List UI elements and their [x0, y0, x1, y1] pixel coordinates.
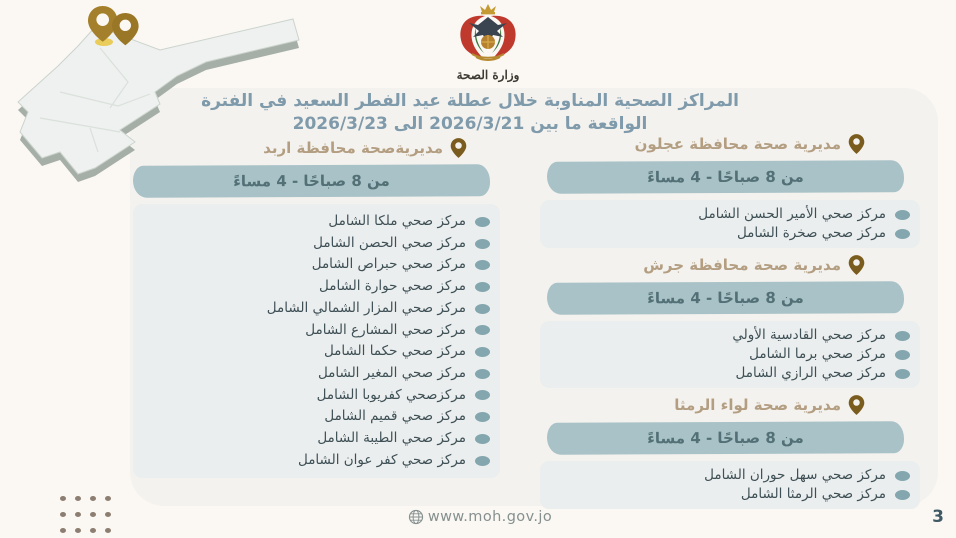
- title-line-1: المراكز الصحية المناوبة خلال عطلة عيد الفطر السعيد في الفترة: [201, 91, 739, 111]
- bullet-icon: [895, 350, 910, 360]
- bullet-icon: [895, 331, 910, 341]
- bullet-icon: [475, 369, 490, 379]
- health-center-name: مركز صحي قميم الشامل: [324, 408, 466, 425]
- bullet-icon: [475, 260, 490, 270]
- title-line-2: الواقعة ما بين 2026/3/21 الى 2026/3/23: [292, 114, 648, 134]
- poster-title: [140, 90, 800, 136]
- section-header-ajloun: [540, 134, 865, 154]
- bullet-icon: [475, 217, 490, 227]
- section-title: مديرية صحة لواء الرمثا: [674, 396, 841, 414]
- globe-icon: [408, 509, 424, 525]
- health-center-name: مركز صحي حوارة الشامل: [319, 278, 466, 295]
- health-center-item: [550, 205, 910, 224]
- health-center-item: [143, 363, 490, 385]
- section-header-irbid: [133, 138, 467, 158]
- health-center-item: [143, 276, 490, 298]
- health-center-name: مركز صحي الطيبة الشامل: [317, 430, 466, 447]
- bullet-icon: [475, 282, 490, 292]
- location-pin-icon: [450, 137, 467, 159]
- health-center-item: [143, 450, 490, 472]
- health-center-name: مركز صحي برما الشامل: [749, 346, 886, 362]
- bullet-icon: [895, 229, 910, 239]
- health-center-name: مركز صحي حبراص الشامل: [311, 256, 466, 273]
- bullet-icon: [475, 412, 490, 422]
- health-center-item: [143, 233, 490, 255]
- health-center-item: [550, 345, 910, 364]
- section-title: مديريةصحة محافظة اربد: [263, 139, 443, 157]
- centers-list-irbid: [133, 204, 500, 478]
- location-pin-icon: [848, 394, 865, 416]
- health-center-name: مركز صحي كفر عوان الشامل: [297, 451, 466, 468]
- health-center-item: [143, 298, 490, 320]
- hours-pill: من 8 صباحًا - 4 مساءً: [547, 281, 904, 315]
- bullet-icon: [475, 347, 490, 357]
- location-pin-icon: [848, 254, 865, 276]
- section-header-jerash: [540, 255, 865, 275]
- decorative-dots: [60, 496, 111, 533]
- bullet-icon: [475, 434, 490, 444]
- hours-pill: من 8 صباحًا - 4 مساءً: [547, 160, 904, 194]
- section-ajloun: [540, 134, 920, 248]
- left-column: [133, 138, 500, 485]
- health-center-item: [550, 326, 910, 345]
- health-center-item: [550, 364, 910, 383]
- website-link[interactable]: www.moh.gov.jo: [427, 509, 553, 525]
- health-center-name: مركز صحي المشارع الشامل: [305, 321, 466, 338]
- health-center-item: [143, 254, 490, 276]
- health-center-name: مركز صحي الرازي الشامل: [735, 365, 886, 381]
- health-center-name: مركز صحي القادسية الأولي: [732, 327, 886, 343]
- health-center-name: مركز صحي حكما الشامل: [323, 343, 466, 360]
- health-center-name: مركز صحي الرمثا الشامل: [740, 486, 886, 502]
- health-center-item: [550, 485, 910, 504]
- health-center-name: مركز صحي صخرة الشامل: [736, 225, 886, 241]
- location-pin-icon: [848, 133, 865, 155]
- health-center-item: [143, 211, 490, 233]
- bullet-icon: [475, 304, 490, 314]
- right-column: [540, 134, 920, 516]
- bullet-icon: [475, 239, 490, 249]
- bullet-icon: [475, 325, 490, 335]
- health-center-item: [550, 224, 910, 243]
- hours-pill: من 8 صباحًا - 4 مساءً: [133, 164, 490, 198]
- bullet-icon: [895, 490, 910, 500]
- ministry-name: وزارة الصحة: [456, 68, 520, 82]
- health-center-item: [143, 320, 490, 342]
- centers-list-jerash: [540, 321, 920, 388]
- section-title: مديرية صحة محافظة عجلون: [634, 135, 841, 153]
- section-title: مديرية صحة محافظة جرش: [643, 256, 841, 274]
- section-jerash: [540, 255, 920, 388]
- health-center-name: مركز صحي سهل حوران الشامل: [704, 467, 886, 483]
- health-center-name: مركز صحي الأمير الحسن الشامل: [698, 206, 886, 222]
- health-center-name: مركزصحي كفريوبا الشامل: [316, 386, 466, 403]
- section-ramtha: [540, 395, 920, 509]
- health-center-name: مركز صحي المزار الشمالي الشامل: [266, 299, 466, 316]
- ministry-logo: [428, 4, 548, 82]
- health-center-name: مركز صحي المغير الشامل: [317, 364, 466, 381]
- jordan-coat-of-arms-icon: [436, 4, 540, 62]
- health-center-name: مركز صحي ملكا الشامل: [328, 213, 466, 229]
- bullet-icon: [895, 210, 910, 220]
- health-center-item: [143, 406, 490, 428]
- centers-list-ramtha: [540, 461, 920, 509]
- page-number: 3: [932, 507, 944, 527]
- health-center-item: [143, 428, 490, 450]
- bullet-icon: [895, 369, 910, 379]
- bullet-icon: [475, 390, 490, 400]
- health-center-item: [143, 341, 490, 363]
- hours-pill: من 8 صباحًا - 4 مساءً: [547, 421, 904, 455]
- section-header-ramtha: [540, 395, 865, 415]
- footer: [340, 509, 620, 525]
- health-center-item: [550, 466, 910, 485]
- bullet-icon: [895, 471, 910, 481]
- section-irbid: [133, 138, 500, 478]
- health-center-item: [143, 385, 490, 407]
- health-center-name: مركز صحي الحصن الشامل: [313, 234, 466, 251]
- centers-list-ajloun: [540, 200, 920, 248]
- bullet-icon: [475, 456, 490, 466]
